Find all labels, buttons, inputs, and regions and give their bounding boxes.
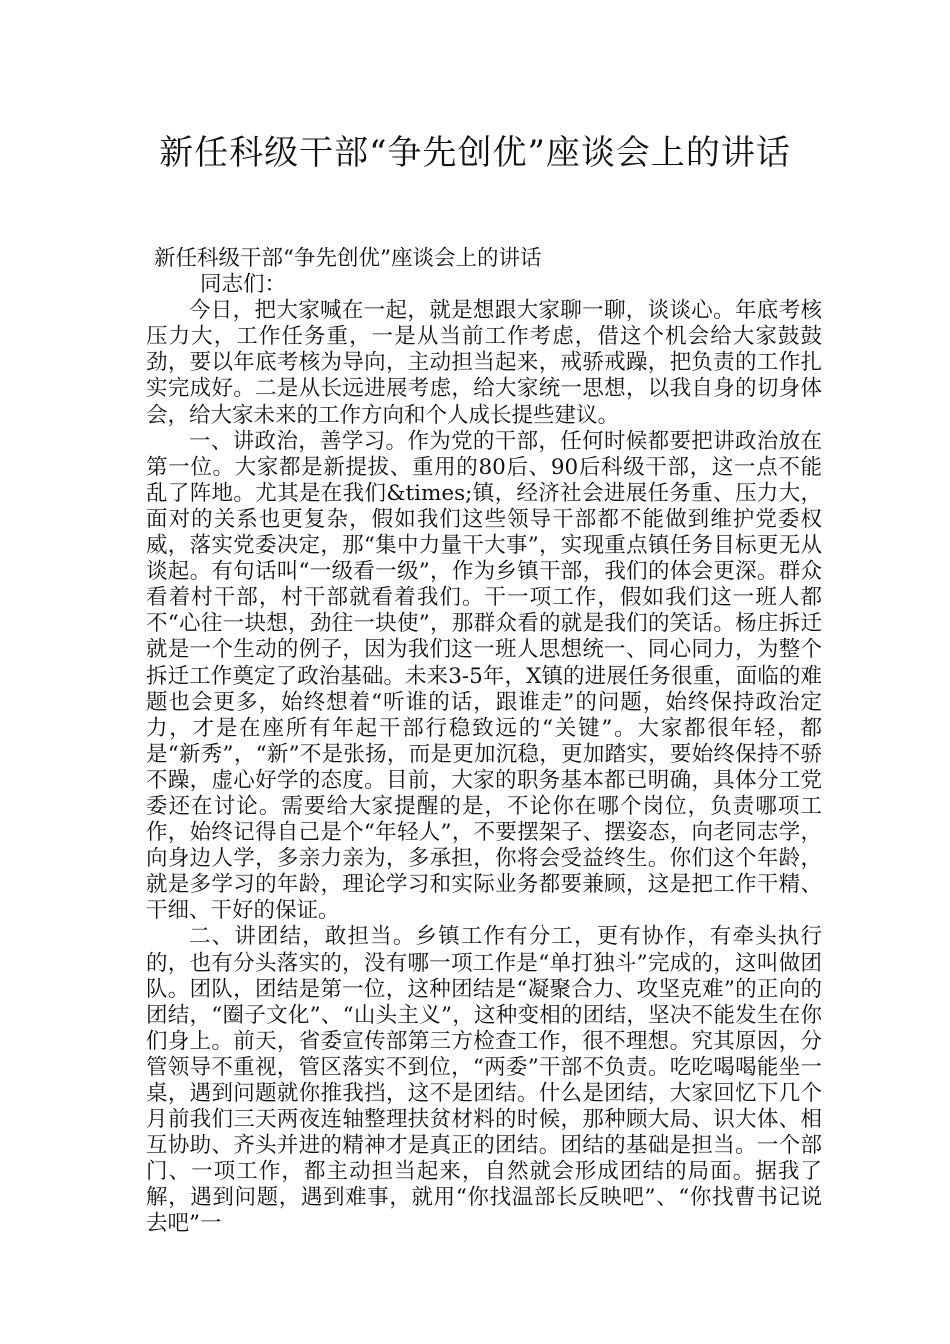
document-body — [146, 246, 822, 1238]
document-title: 新任科级干部“争先创优”座谈会上的讲话 — [159, 133, 791, 173]
paragraph-section-2: 二、讲团结，敢担当。乡镇工作有分工，更有协作，有牵头执行的，也有分头落实的，没有哪一项工作是“单打独斗”完成的，这叫做团队。团队，团结是第一位，这种团结是“凝聚合力、攻坚克难”的正向的团结，“圈子文化”、“山头主义”，这种变相的团结，坚决不能发生在你们身上。前天，省委宣传部第三方检查工作，很不理想。究其原因，分管领导不重视，管区落实不到位，“两委”干部不负责。吃吃喝喝能坐一桌，遇到问题就你推我挡，这不是团结。什么是团结，大家回忆下几个月前我们三天两夜连轴整理扶贫材料的时候，那种顾大局、识大体、相互协助、齐头并进的精神才是真正的团结。团结的基础是担当。一个部门、一项工作，都主动担当起来，自然就会形成团结的局面。据我了解，遇到问题，遇到难事，就用“你找温部长反映吧”、“你找曹书记说去吧”一 — [146, 924, 822, 1237]
document-subtitle: 新任科级干部“争先创优”座谈会上的讲话 — [154, 246, 542, 271]
salutation: 同志们： — [200, 272, 287, 298]
paragraph-section-1: 一、讲政治，善学习。作为党的干部，任何时候都要把讲政治放在第一位。大家都是新提拔、重用的80后、90后科级干部，这一点不能乱了阵地。尤其是在我们&times;镇，经济社会进展任务重、压力大，面对的关系也更复杂，假如我们这些领导干部都不能做到维护党委权威，落实党委决定，那“集中力量干大事”，实现重点镇任务目标更无从谈起。有句话叫“一级看一级”，作为乡镇干部，我们的体会更深。群众看着村干部，村干部就看着我们。干一项工作，假如我们这一班人都不“心往一块想，劲往一块使”，那群众看的就是我们的笑话。杨庄拆迁就是一个生动的例子，因为我们这一班人思想统一、同心同力，为整个拆迁工作奠定了政治基础。未来3-5年，X镇的进展任务很重，面临的难题也会更多，始终想着“听谁的话，跟谁走”的问题，始终保持政治定力，才是在座所有年起干部行稳致远的“关键”。大家都很年轻，都是“新秀”，“新”不是张扬，而是更加沉稳，更加踏实，要始终保持不骄不躁，虚心好学的态度。目前，大家的职务基本都已明确，具体分工党委还在讨论。需要给大家提醒的是，不论你在哪个岗位，负责哪项工作，始终记得自己是个“年轻人”，不要摆架子、摆姿态，向老同志学，向身边人学，多亲力亲为，多承担，你将会受益终生。你们这个年龄，就是多学习的年龄，理论学习和实际业务都要兼顾，这是把工作干精、干细、干好的保证。 — [146, 428, 822, 924]
paragraph-intro: 今日，把大家喊在一起，就是想跟大家聊一聊，谈谈心。年底考核压力大，工作任务重，一是从当前工作考虑，借这个机会给大家鼓鼓劲，要以年底考核为导向，主动担当起来，戒骄戒躁，把负责的工作扎实完成好。二是从长远进展考虑，给大家统一思想，以我自身的切身体会，给大家未来的工作方向和个人成长提些建议。 — [146, 298, 822, 428]
